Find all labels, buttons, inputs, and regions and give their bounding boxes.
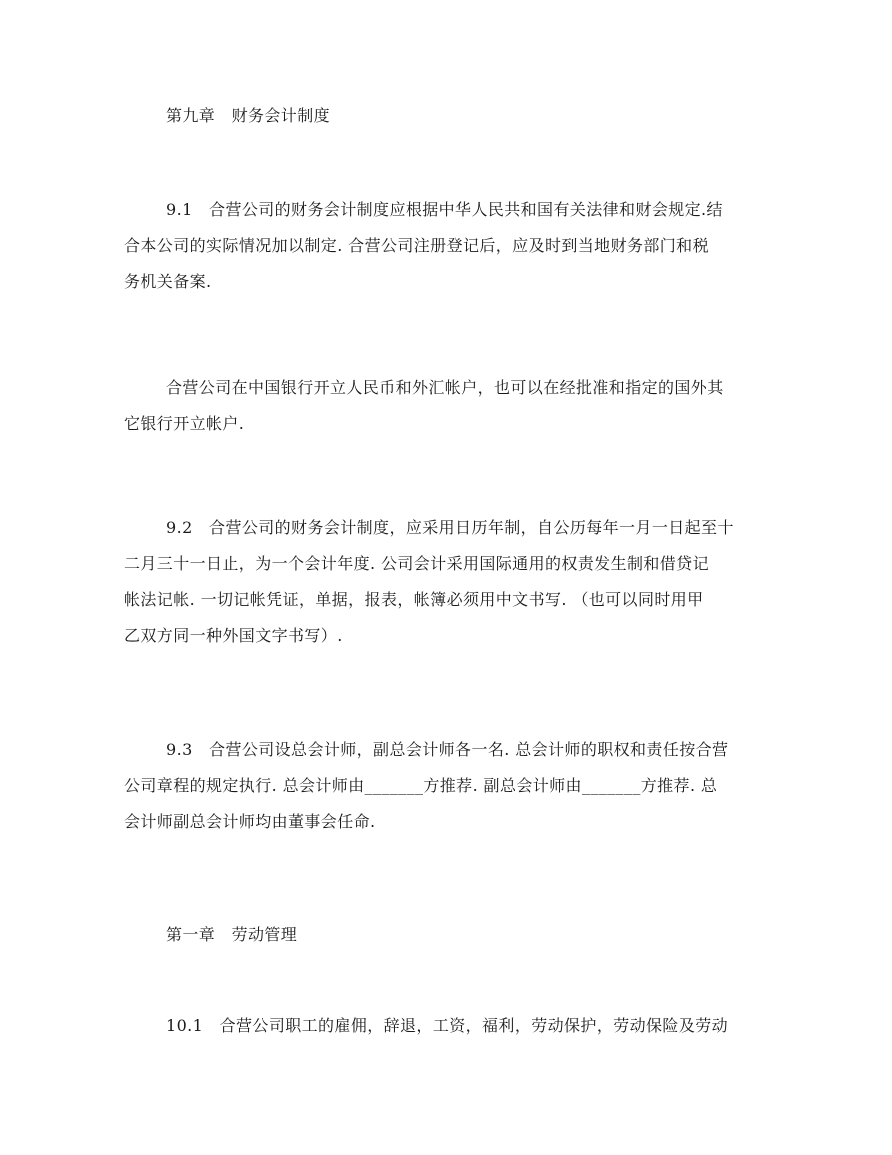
paragraph-bank-accounts xyxy=(124,370,774,442)
paragraph-line: 乙双方同一种外国文字书写）. xyxy=(124,626,343,645)
paragraph-line: 会计师副总会计师均由董事会任命. xyxy=(124,812,376,831)
paragraph-line: 合营公司在中国银行开立人民币和外汇帐户，也可以在经批准和指定的国外其 xyxy=(166,378,724,397)
paragraph-9-3 xyxy=(124,732,774,840)
paragraph-9-2 xyxy=(124,510,774,654)
paragraph-line: 9.2 合营公司的财务会计制度，应采用日历年制，自公历每年一月一日起至十 xyxy=(166,518,734,537)
chapter-heading-labor xyxy=(124,917,816,953)
paragraph-line: 它银行开立帐户. xyxy=(124,414,245,433)
paragraph-line: 务机关备案. xyxy=(124,272,212,291)
chapter-heading-text: 第九章 财务会计制度 xyxy=(166,106,331,125)
chapter-heading-text: 第一章 劳动管理 xyxy=(166,925,298,944)
paragraph-10-1 xyxy=(124,1008,774,1044)
paragraph-9-1 xyxy=(124,192,774,300)
paragraph-line: 二月三十一日止，为一个会计年度. 公司会计采用国际通用的权责发生制和借贷记 xyxy=(124,554,709,573)
paragraph-line: 合本公司的实际情况加以制定. 合营公司注册登记后，应及时到当地财务部门和税 xyxy=(124,236,709,255)
paragraph-line: 9.3 合营公司设总会计师，副总会计师各一名. 总会计师的职权和责任按合营 xyxy=(166,740,729,759)
paragraph-line: 公司章程的规定执行. 总会计师由_______方推荐. 副总会计师由_______方推荐. 总 xyxy=(124,776,718,795)
paragraph-line: 10.1 合营公司职工的雇佣，辞退，工资，福利，劳动保护，劳动保险及劳动 xyxy=(166,1016,729,1035)
paragraph-line: 帐法记帐. 一切记帐凭证，单据，报表，帐簿必须用中文书写. （也可以同时用甲 xyxy=(124,590,704,609)
paragraph-line: 9.1 合营公司的财务会计制度应根据中华人民共和国有关法律和财会规定.结 xyxy=(166,200,723,219)
chapter-heading-finance xyxy=(124,98,816,134)
